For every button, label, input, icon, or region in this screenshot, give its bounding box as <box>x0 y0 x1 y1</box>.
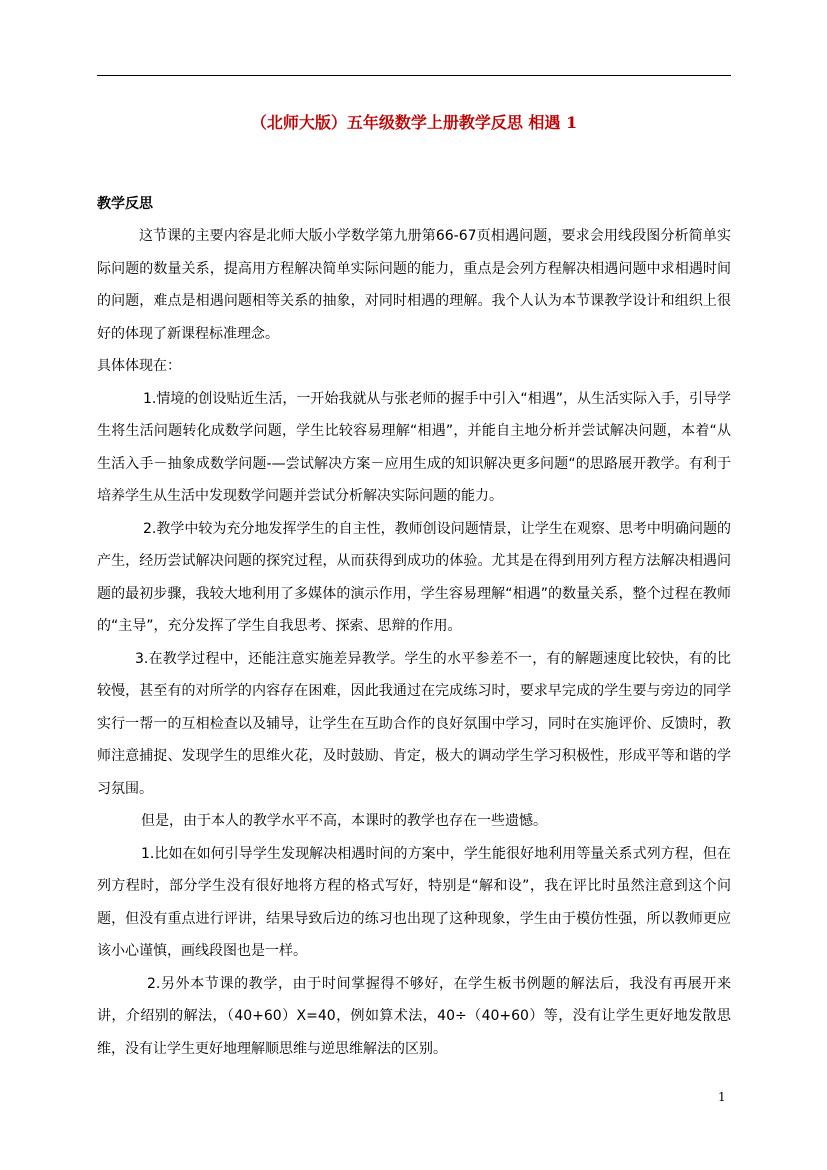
paragraph-label: 具体体现在： <box>97 358 181 374</box>
header-rule <box>97 75 731 76</box>
paragraph-point-1: 1.情境的创设贴近生活，一开始我就从与张老师的握手中引入“相遇”，从生活实际入手，引导学生将生活问题转化成数学问题，学生比较容易理解“相遇”，并能自主地分析并尝试解决问题，本着“从生活入手－抽象成数学问题-—尝试解决方案－应用生成的知识解决更多问题“的思路展开教学。有利于培养学生从生活中发现数学问题并尝试分析解决实际问题的能力。 <box>97 390 731 504</box>
document-body <box>97 220 731 1065</box>
paragraph-regret-1: 1.比如在如何引导学生发现解决相遇时间的方案中，学生能很好地利用等量关系式列方程，但在列方程时，部分学生没有很好地将方程的格式写好，特别是“解和设”，我在评比时虽然注意到这个问题，但没有重点进行评讲，结果导致后边的练习也出现了这种现象，学生由于模仿性强，所以教师更应该小心谨慎，画线段图也是一样。 <box>97 845 731 959</box>
paragraph-regret-2: 2.另外本节课的教学，由于时间掌握得不够好，在学生板书例题的解法后，我没有再展开来讲，介绍别的解法，（40+60）X=40，例如算术法，40÷（40+60）等，没有让学生更好地发散思维，没有让学生更好地理解顺思维与逆思维解法的区别。 <box>97 975 731 1057</box>
page-number: 1 <box>718 1090 726 1104</box>
paragraph-transition: 但是，由于本人的教学水平不高，本课时的教学也存在一些遗憾。 <box>141 813 547 829</box>
paragraph-point-3: 3.在教学过程中，还能注意实施差异教学。学生的水平参差不一，有的解题速度比较快，有的比较慢，甚至有的对所学的内容存在困难，因此我通过在完成练习时，要求早完成的学生要与旁边的同学实行一帮一的互相检查以及辅导，让学生在互助合作的良好氛围中学习，同时在实施评价、反馈时，教师注意捕捉、发现学生的思维火花，及时鼓励、肯定，极大的调动学生学习积极性，形成平等和谐的学习氛围。 <box>97 650 731 797</box>
paragraph-point-2: 2.教学中较为充分地发挥学生的自主性，教师创设问题情景，让学生在观察、思考中明确问题的产生，经历尝试解决问题的探究过程，从而获得到成功的体验。尤其是在得到用列方程方法解决相遇问题的最初步骤，我较大地利用了多媒体的演示作用，学生容易理解“相遇”的数量关系，整个过程在教师的“主导”，充分发挥了学生自我思考、探索、思辩的作用。 <box>97 520 731 634</box>
section-heading: 教学反思 <box>97 196 153 212</box>
paragraph-intro: 这节课的主要内容是北师大版小学数学第九册第66-67页相遇问题，要求会用线段图分析简单实际问题的数量关系，提高用方程解决简单实际问题的能力，重点是会列方程解决相遇问题中求相遇时间的问题，难点是相遇问题相等关系的抽象，对同时相遇的理解。我个人认为本节课教学设计和组织上很好的体现了新课程标准理念。 <box>97 228 731 342</box>
document-title: （北师大版）五年级数学上册教学反思 相遇 1 <box>250 113 578 132</box>
